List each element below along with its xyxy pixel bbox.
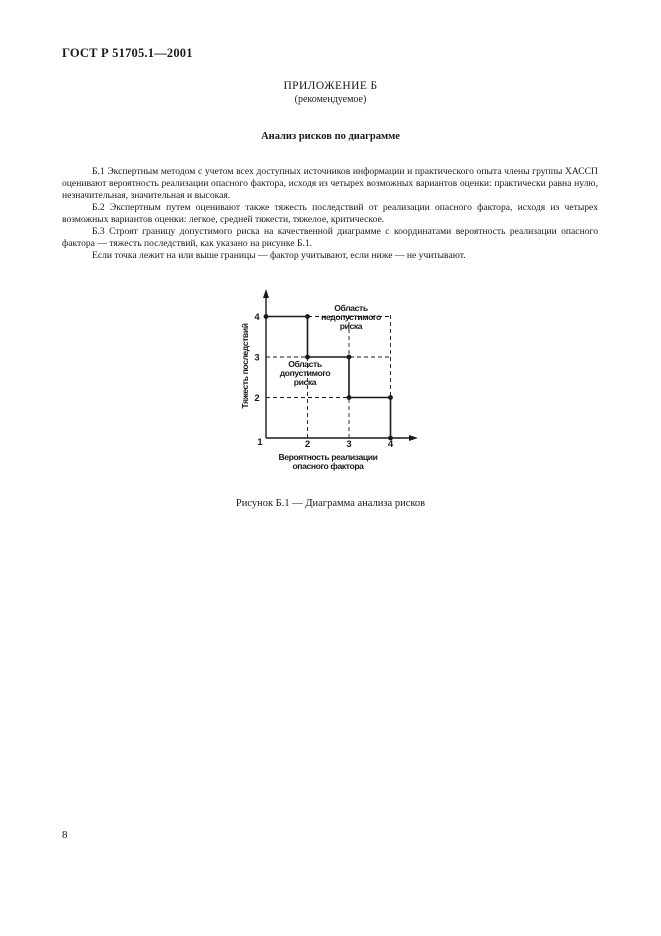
y-tick-label: 4 (254, 312, 260, 323)
y-tick-label: 2 (254, 393, 260, 404)
appendix-title: ПРИЛОЖЕНИЕ Б (283, 80, 378, 92)
paragraph-rule: Если точка лежит на или выше границы — фактор учитывают, если ниже — не учитывают. (92, 250, 466, 261)
y-tick-label: 3 (254, 352, 260, 364)
origin-label: 1 (257, 437, 263, 448)
x-axis-label-line1: Вероятность реализации (278, 452, 378, 462)
paragraph-b3: Б.3 Строят границу допустимого риска на качественной диаграмме с координатами вероятность реализации опасного фактора — тяжесть последствий, как указано на рисунке Б.1. (62, 226, 598, 250)
tick-labels (254, 312, 394, 450)
boundary-point (388, 395, 393, 400)
x-tick-label: 2 (304, 439, 311, 450)
region-acceptable-line2: допустимого (279, 368, 331, 378)
appendix-subtitle: (рекомендуемое) (294, 94, 367, 105)
figure-caption: Рисунок Б.1 — Диаграмма анализа рисков (235, 498, 426, 509)
x-axis-label-line2: опасного фактора (292, 461, 364, 471)
region-unacceptable-line1: Область (334, 303, 368, 313)
y-axis-label: Тяжесть последствий (240, 323, 250, 409)
region-acceptable-line1: Область (288, 359, 322, 369)
region-unacceptable-line3: риска (339, 321, 363, 331)
section-title: Анализ рисков по диаграмме (261, 131, 400, 142)
boundary-point (264, 314, 269, 319)
boundary-point (347, 355, 352, 360)
boundary-point (305, 314, 310, 319)
boundary-point (347, 395, 352, 400)
x-tick-label: 3 (346, 439, 352, 450)
page-number: 8 (62, 829, 68, 841)
y-axis-arrow (263, 289, 269, 298)
x-tick-label: 4 (387, 439, 394, 450)
document-header: ГОСТ Р 51705.1—2001 (62, 46, 193, 60)
paragraph-b2: Б.2 Экспертным путем оценивают также тяжесть последствий от реализации опасного фактора, исходя из четырех возможных вариантов оценки: легкое, средней тяжести, тяжелое, критическое. (62, 202, 598, 226)
region-unacceptable-line2: недопустимого (321, 312, 381, 322)
risk-diagram (236, 286, 426, 486)
paragraph-b1: Б.1 Экспертным методом с учетом всех доступных источников информации и практического опыта члены группы ХАССП оценивают вероятность реализации опасного фактора, исходя из четырех возможных вариантов оценки: практически равна нулю, незначительная, значительная и высокая. (62, 166, 598, 202)
region-acceptable-line3: риска (293, 377, 317, 387)
x-axis-arrow (409, 435, 418, 441)
